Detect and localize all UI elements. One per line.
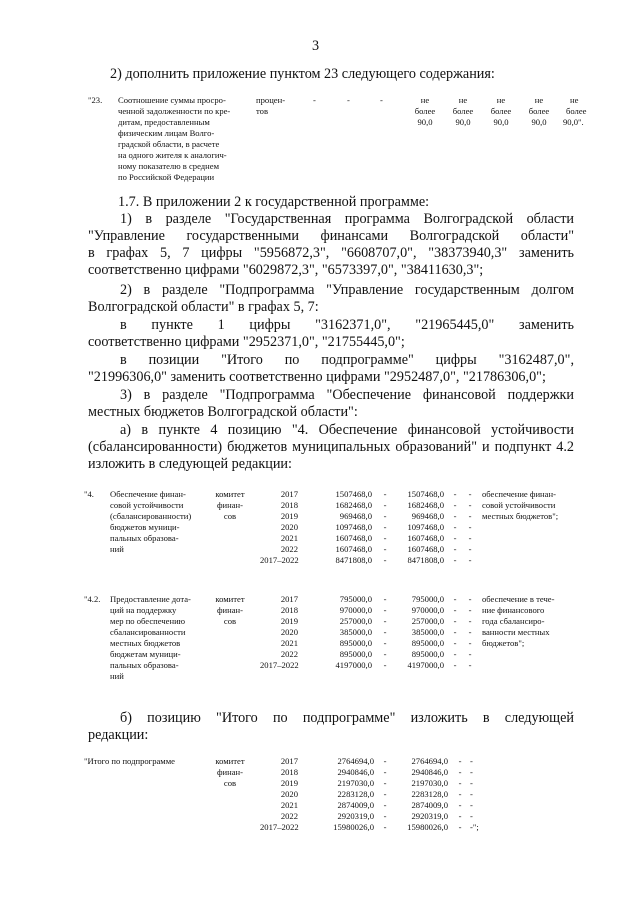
- paragraph-3: 3) в разделе "Подпрограмма "Обеспечение финансовой поддержки местных бюджетов Волгоградской области":: [88, 387, 574, 420]
- block4-total: 1507468,0 1682468,0 969468,0 1097468,0 1607468,0 1607468,0 8471808,0: [335, 489, 372, 565]
- block4-col-federal: - - - - - - -: [383, 489, 387, 565]
- block4-col-regional: 1507468,0 1682468,0 969468,0 1097468,0 1607468,0 1607468,0 8471808,0: [407, 489, 444, 565]
- item23-value: не более 90,0: [528, 95, 550, 127]
- itogo-years: 2017 2018 2019 2020 2021 2022 2017–2022: [260, 756, 299, 832]
- block42-col-other: - - - - - - -: [468, 594, 472, 670]
- itogo-col-federal: - - - - - - -: [383, 756, 387, 832]
- paragraph-2b: в позиции "Итого по подпрограмме" цифры "3162487,0", "21996306,0" заменить соответственно цифрами "2952487,0", "21786306,0";: [88, 352, 574, 385]
- block42-years: 2017 2018 2019 2020 2021 2022 2017–2022: [260, 594, 299, 670]
- itogo-executor: комитет финан- сов: [215, 756, 245, 788]
- paragraph-3b: б) позицию "Итого по подпрограмме" изложить в следующей редакции:: [88, 710, 574, 743]
- itogo-total: 2764694,0 2940846,0 2197030,0 2283128,0 2874009,0 2920319,0 15980026,0: [333, 756, 374, 832]
- block4-result: обеспечение финан- совой устойчивости местных бюджетов";: [482, 489, 559, 521]
- block42-number: "4.2.: [84, 594, 101, 604]
- block42-executor: комитет финан- сов: [215, 594, 245, 626]
- paragraph-1: 1) в разделе "Государственная программа Волгоградской области "Управление государственными финансами Волгоградской области" в графах 5, 7 цифры "5956872,3", "6608707,0", "38373940,3" заменить соответственно цифрами "6029872,3", "6573397,0", "38411630,3";: [88, 211, 574, 278]
- item23-dash: -: [347, 95, 350, 105]
- block42-description: Предоставление дота- ций на поддержку мер по обеспечению сбалансированности местных бюджетов бюджетам муници- пальных образова- ний: [110, 594, 191, 681]
- block42-result: обеспечение в тече- ние финансового года сбалансиро- ванности местных бюджетов";: [482, 594, 555, 648]
- paragraph-2a: в пункте 1 цифры "3162371,0", "21965445,0" заменить соответственно цифрами "2952371,0", "21755445,0";: [88, 317, 574, 350]
- block42-col-regional: 795000,0 970000,0 257000,0 385000,0 895000,0 895000,0 4197000,0: [407, 594, 444, 670]
- paragraph-2: 2) в разделе "Подпрограмма "Управление государственным долгом Волгоградской области" в графах 5, 7:: [88, 282, 574, 315]
- item23-description: Соотношение суммы просро- ченной задолженности по кре- дитам, предоставленным физическим лицам Волго- градской области, в расчете на одного жителя к аналогич- ному показателю в среднем по Российской Федерации: [118, 95, 231, 182]
- block42-col-local: - - - - - - -: [453, 594, 457, 670]
- block4-col-local: - - - - - - -: [453, 489, 457, 565]
- block4-description: Обеспечение финан- совой устойчивости (сбалансированности) бюджетов муници- пальных образова- ний: [110, 489, 192, 554]
- itogo-col-regional: 2764694,0 2940846,0 2197030,0 2283128,0 2874009,0 2920319,0 15980026,0: [407, 756, 448, 832]
- item23-value: не более 90,0".: [563, 95, 587, 127]
- item23-number: "23.: [88, 95, 103, 105]
- block4-executor: комитет финан- сов: [215, 489, 245, 521]
- intro-paragraph: 2) дополнить приложение пунктом 23 следующего содержания:: [110, 66, 495, 82]
- item23-unit: процен- тов: [256, 95, 286, 116]
- page-number: 3: [312, 38, 320, 54]
- itogo-col-local: - - - - - - -: [458, 756, 462, 832]
- item23-dash: -: [313, 95, 316, 105]
- item23-value: не более 90,0: [490, 95, 512, 127]
- item23-value: не более 90,0: [452, 95, 474, 127]
- block42-total: 795000,0 970000,0 257000,0 385000,0 895000,0 895000,0 4197000,0: [335, 594, 372, 670]
- item23-dash: -: [380, 95, 383, 105]
- block4-col-other: - - - - - - -: [468, 489, 472, 565]
- paragraph-1-7: 1.7. В приложении 2 к государственной программе:: [118, 194, 430, 210]
- block42-col-federal: - - - - - - -: [383, 594, 387, 670]
- block4-years: 2017 2018 2019 2020 2021 2022 2017–2022: [260, 489, 299, 565]
- block4-number: "4.: [84, 489, 94, 499]
- itogo-col-other: - - - - - - -";: [470, 756, 479, 832]
- item23-value: не более 90,0: [414, 95, 436, 127]
- itogo-label: "Итого по подпрограмме: [84, 756, 175, 766]
- paragraph-3a: а) в пункте 4 позицию "4. Обеспечение финансовой устойчивости (сбалансированности) бюджетов муниципальных образований" и подпункт 4.2 изложить в следующей редакции:: [88, 422, 574, 472]
